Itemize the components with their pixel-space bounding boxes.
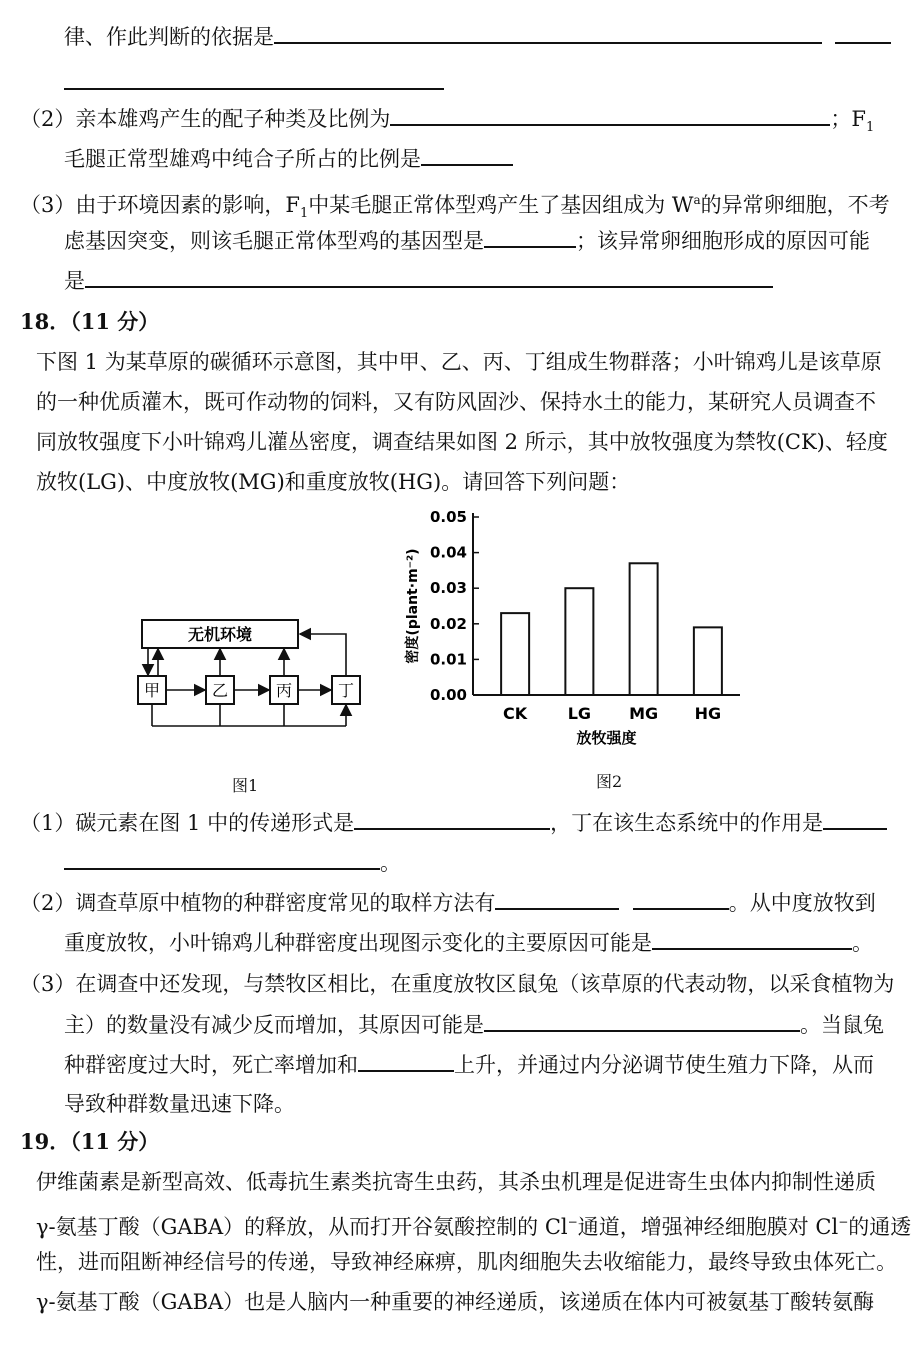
q18-stem-line-1: 下图 1 为某草原的碳循环示意图，其中甲、乙、丙、丁组成生物群落；小叶锦鸡儿是该草原: [36, 350, 882, 374]
fig2-caption: 图2: [596, 772, 623, 791]
answer-blank[interactable]: [85, 266, 773, 288]
answer-blank[interactable]: [484, 226, 576, 248]
y-tick-label: 0.00: [429, 686, 467, 704]
q18-stem-line-2: 的一种优质灌木，既可作动物的饲料，又有防风固沙、保持水土的能力，某研究人员调查不: [36, 390, 876, 414]
q17-line-1: 律、作此判断的依据是: [64, 22, 891, 51]
q18-2-line-2: 重度放牧，小叶锦鸡儿种群密度出现图示变化的主要原因可能是 。: [64, 928, 873, 957]
q18-header: 18．（11 分）: [20, 309, 160, 334]
node-yi-label: 乙: [211, 681, 229, 700]
q19-header: 19．（11 分）: [20, 1129, 160, 1154]
answer-blank[interactable]: [354, 808, 550, 830]
answer-blank[interactable]: [64, 848, 380, 870]
bar-hg: [694, 627, 722, 695]
x-tick-label: LG: [567, 704, 592, 723]
y-axis-label: 密度(plant·m⁻²): [405, 548, 421, 664]
q17-2-line-1: （2）亲本雄鸡产生的配子种类及比例为 ；$F_1$: [20, 104, 874, 142]
answer-blank[interactable]: [390, 104, 830, 126]
bar-lg: [565, 588, 593, 695]
q19-stem-line-1: 伊维菌素是新型高效、低毒抗生素类抗寄生虫药，其杀虫机理是促进寄生虫体内抑制性递质: [36, 1170, 876, 1194]
q17-line-2: [64, 68, 444, 97]
q19-stem-line-2: γ-氨基丁酸（GABA）的释放，从而打开谷氨酸控制的 Cl−通道，增强神经细胞膜对 Cl−的通透: [36, 1215, 911, 1239]
q17-3-line-2: 虑基因突变，则该毛腿正常体型鸡的基因型是 ；该异常卵细胞形成的原因可能: [64, 226, 870, 255]
q18-1-line-1: （1）碳元素在图 1 中的传递形式是 ，丁在该生态系统中的作用是: [20, 808, 887, 837]
node-bing-label: 丙: [275, 681, 293, 700]
answer-blank[interactable]: [652, 928, 852, 950]
inorganic-env-label: 无机环境: [187, 625, 253, 644]
node-jia-label: 甲: [143, 681, 161, 700]
q18-3-line-2: 主）的数量没有减少反而增加，其原因可能是 。当鼠兔: [64, 1010, 884, 1039]
answer-blank[interactable]: [495, 888, 619, 910]
y-tick-label: 0.01: [429, 650, 467, 669]
y-tick-label: 0.04: [429, 543, 467, 562]
bar-ck: [501, 613, 529, 695]
answer-blank[interactable]: [274, 22, 822, 44]
q17-3-line-1: （3）由于环境因素的影响，$F_1$中某毛腿正常体型鸡产生了基因组成为 $W^a$的异常卵细胞，不考: [20, 193, 890, 222]
q19-stem-line-4: γ-氨基丁酸（GABA）也是人脑内一种重要的神经递质，该递质在体内可被氨基丁酸转氨酶: [36, 1290, 875, 1314]
answer-blank[interactable]: [633, 888, 729, 910]
x-tick-label: MG: [629, 704, 659, 723]
q18-1-line-2: 。: [64, 848, 401, 877]
x-tick-label: HG: [694, 704, 722, 723]
x-axis-label: 放牧强度: [576, 729, 637, 747]
answer-blank[interactable]: [64, 68, 444, 90]
q18-2-line-1: （2）调查草原中植物的种群密度常见的取样方法有 。从中度放牧到: [20, 888, 876, 917]
density-bar-chart: [395, 505, 765, 755]
q18-stem-line-3: 同放牧强度下小叶锦鸡儿灌丛密度，调查结果如图 2 所示，其中放牧强度为禁牧(CK)、轻度: [36, 430, 888, 454]
y-tick-label: 0.03: [429, 579, 467, 598]
q18-stem-line-4: 放牧(LG)、中度放牧(MG)和重度放牧(HG)。请回答下列问题：: [36, 470, 631, 494]
node-ding-label: 丁: [337, 681, 355, 700]
q19-stem-line-3: 性，进而阻断神经信号的传递，导致神经麻痹，肌肉细胞失去收缩能力，最终导致虫体死亡。: [36, 1250, 897, 1274]
y-tick-label: 0.05: [429, 508, 467, 526]
q18-3-line-4: 导致种群数量迅速下降。: [64, 1092, 295, 1116]
answer-blank[interactable]: [823, 808, 887, 830]
answer-blank[interactable]: [835, 22, 891, 44]
q18-3-line-3: 种群密度过大时，死亡率增加和 上升，并通过内分泌调节使生殖力下降，从而: [64, 1050, 874, 1079]
x-tick-label: CK: [503, 704, 528, 723]
answer-blank[interactable]: [484, 1010, 800, 1032]
q18-3-line-1: （3）在调查中还发现，与禁牧区相比，在重度放牧区鼠兔（该草原的代表动物，以采食植物为: [20, 972, 895, 996]
answer-blank[interactable]: [421, 144, 513, 166]
carbon-cycle-diagram: [120, 600, 380, 740]
bar-mg: [630, 563, 658, 695]
q17-2-line-2: 毛腿正常型雄鸡中纯合子所占的比例是: [64, 144, 513, 173]
answer-blank[interactable]: [358, 1050, 454, 1072]
fig1-caption: 图1: [232, 776, 259, 795]
y-tick-label: 0.02: [429, 614, 467, 633]
q17-3-line-3: 是: [64, 266, 773, 295]
